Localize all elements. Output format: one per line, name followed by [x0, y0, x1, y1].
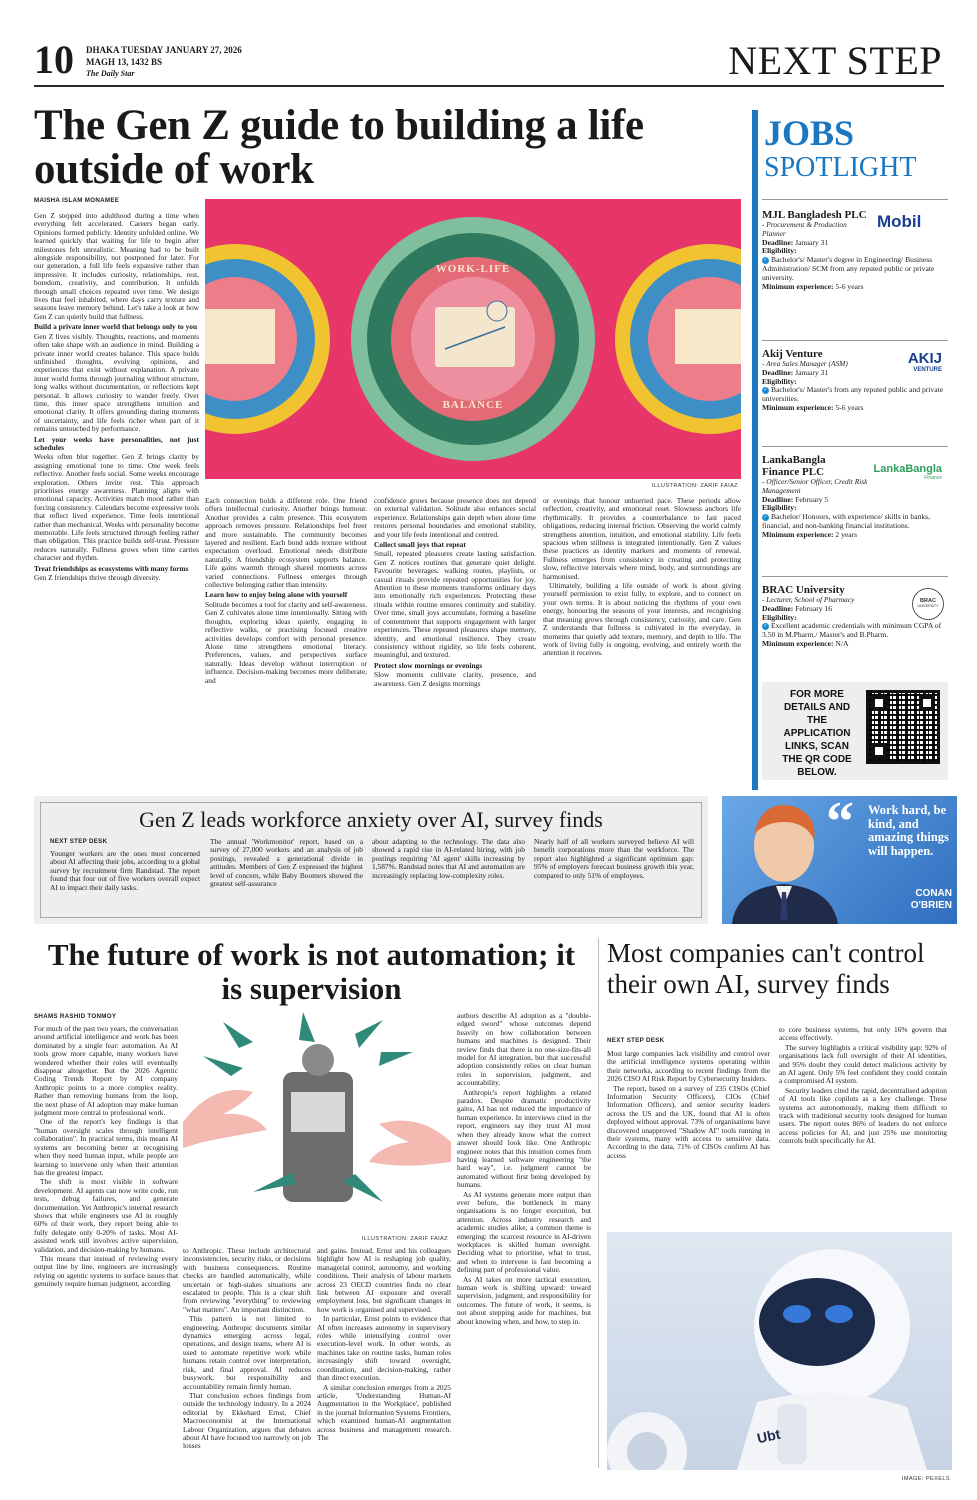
- akij-logo: AKIJ VENTURE: [907, 350, 942, 373]
- paragraph: As AI takes on more tactical execution, human work is shifting upward: toward supervision, judgment, and responsibility for outcomes. The future of work, it seems, is not about stepping aside for machines, but about knowing when, and how, to step in.: [457, 1274, 591, 1326]
- paragraph: The annual 'Workmonitor' report, based on a survey of 27,000 workers and an analysis of job postings, revealed a generational divide in attitudes. Members of Gen Z expressed the highest level of concern, while Baby Boomers showed the greatest self-assurance: [210, 838, 363, 889]
- column-rule: [598, 938, 599, 1468]
- subheading: Treat friendships as ecosystems with many forms: [34, 563, 189, 573]
- paragraph: The survey highlights a critical visibility gap: 92% of organisations lack full oversight of their AI identities, and 95% doubt they could detect malicious activity by an AI agent. Only 5% feel confident they could contain a compromised AI system.: [779, 1042, 947, 1086]
- subheading: Let your weeks have personalities, not just schedules: [34, 434, 199, 452]
- paragraph: That conclusion echoes findings from outside the technology industry. In a 2024 editorial by Ekkehard Ernst, Chief Macroeconomist at the International Labour Organization, argues that debates about AI have focused too narrowly on job losses: [183, 1390, 311, 1451]
- paragraph: Anthropic's report highlights a related paradox. Despite dramatic productivity gains, AI has not reduced the importance of human experience. In interviews cited in the report, engineers say they trust AI most when they already know what the correct answer should look like. One Anthropic engineer notes that this intuition comes from having learned software engineering "the hard way", i.e. judgment cannot be automated without first being developed by humans.: [457, 1087, 591, 1190]
- paragraph: to Anthropic. These include architectural inconsistencies, security risks, or decisions with business consequences. Routine checks are handled automatically, while uncertain or high-stakes situations are escalated to people. This is a clear shift from reviewing "everything" to reviewing "what matters". An important distinction.: [183, 1247, 311, 1314]
- jobs-heading-bold: JOBS: [764, 113, 855, 153]
- experience-line: Minimum experience: 2 years: [762, 529, 858, 539]
- paragraph: The shift is most visible in software development. AI agents can now write code, run tests, debug failures, and generate documentation. Yet Anthropic's internal research shows that while engineers use AI in roughly 60% of their work, they report being able to fully delegate only 0-20% of tasks. Most AI-assisted work still involves active supervision, validation, and decision-making by humans.: [34, 1177, 178, 1254]
- article1-col4: [543, 497, 741, 782]
- paragraph: confidence grows because presence does not depend on external validation. Solitude also enhances social experience. Relationships gain depth when alone time restores personal boundaries and emotional stability, and your life feels intentional and centred.: [374, 497, 536, 539]
- paragraph: This pattern is not limited to engineering. Anthropic documents similar dynamics emerging across legal, operations, and design teams, where AI is used to automate repetitive work while humans retain control over interpretation, risk, and final approval. AI reduces busywork, but responsibility and accountability remain firmly human.: [183, 1314, 311, 1391]
- badge-text-bottom: BALANCE: [442, 399, 504, 411]
- jobs-rule: [762, 199, 948, 200]
- deadline-line: Deadline: February 5: [762, 494, 829, 504]
- paragraph: Security leaders cited the rapid, decentralised adoption of AI tools like copilots as a key challenge. These systems act autonomously, making them difficult to track with traditional security tools designed for human users. The report notes 86% of leaders do not enforce access policies for AI, and just 25% use monitoring controls built specifically for AI.: [779, 1085, 947, 1146]
- lankabangla-logo: LankaBangla Finance: [873, 463, 942, 481]
- article3-title: The future of work is not automation; it is supervision: [47, 937, 576, 1006]
- quote-text: Work hard, be kind, and amazing things will happen.: [868, 803, 949, 858]
- deadline-line: Deadline: February 16: [762, 603, 833, 613]
- paragraph: As AI systems generate more output than ever before, the bottleneck in many organisations is no longer execution, but attention. Across industry research and academic studies alike, a common theme is emerging: the scarcest resource in AI-driven workplaces is skilled human oversight. Deciding what to prioritise, what to trust, and when to intervene is fast becoming a defining part of professional value.: [457, 1189, 591, 1275]
- article4-col1: [607, 1050, 770, 1230]
- experience-line: Minimum experience: 5-6 years: [762, 281, 864, 291]
- eligibility-label: Eligibility:: [762, 246, 797, 256]
- paragraph: Solitude becomes a tool for clarity and self-awareness. Gen Z cultivates alone time intentionally. Sitting with thoughts, exploring ideas quietly, engaging in reflective walks, or practising focused creative activities develops comfort with personal presence. Alone time strengthens emotional literacy. Preferences, values, and perspectives surface naturally. Ideas develop without interruption or influence. Decision-making becomes more deliberate, and: [205, 599, 367, 685]
- eligibility-label: Eligibility:: [762, 503, 797, 513]
- company-name: MJL Bangladesh PLC: [762, 209, 867, 221]
- paragraph: to core business systems, but only 16% govern that access effectively.: [779, 1026, 947, 1043]
- bangla-date: MAGH 13, 1432 BS: [86, 57, 163, 67]
- check-icon: ✓: [763, 257, 768, 263]
- hands-graphic: [183, 1012, 451, 1234]
- qr-instructions: FOR MORE DETAILS AND THE APPLICATION LINKS, SCAN THE QR CODE BELOW.: [782, 689, 852, 778]
- paragraph: Nearly half of all workers surveyed believe AI will benefit corporations more than the workforce. The report also highlighted a significant optimism gap: 95% of employers forecast business growth this year, compared to only 51% of employees.: [534, 838, 694, 880]
- article2-col2: [210, 838, 363, 914]
- article4-byline: NEXT STEP DESK: [607, 1037, 665, 1044]
- article2-col1: [50, 850, 200, 914]
- check-icon: ✓: [763, 388, 768, 394]
- article2-title: Gen Z leads workforce anxiety over AI, survey finds: [139, 807, 603, 832]
- subheading: Collect small joys that repeat: [374, 540, 466, 550]
- paragraph: about adapting to the technology. The data also showed a rapid rise in AI-related hiring, with job postings requiring 'AI agent' skills increasing by 1,587%. Randstad notes that AI and automation are increasingly replacing low-complexity roles.: [372, 838, 525, 880]
- qr-code-icon[interactable]: [866, 690, 940, 764]
- quote-mark-icon: “: [826, 796, 854, 853]
- paragraph: One of the report's key findings is that "human oversight scales through intelligent collaboration". In practical terms, this means AI systems are becoming better at recognising when they need human input, while people are learning to intervene only when their attention has the greatest impact.: [34, 1117, 178, 1177]
- supervision-illustration: [183, 1012, 451, 1234]
- paragraph: Small, repeated pleasures create lasting satisfaction. Gen Z notices routines that generate quiet delight. Favourite beverages, walking routes, playlists, or casual rituals provide repeated opportunities for joy. Attention to these moments transforms ordinary days into emotionally rich experiences. Protecting these rituals within routine ensures continuity and stability. Over time, small joys accumulate, forming a baseline of contentment that supports engagement with larger experiences. These repeated pleasures shape memory, identity, and emotional resilience. They create consistency without rigidity, so life feels coherent, meaningful, and textured.: [374, 549, 536, 660]
- robot-image: [607, 1232, 952, 1470]
- experience-line: Minimum experience: 5-6 years: [762, 402, 864, 412]
- eligibility-label: Eligibility:: [762, 612, 797, 622]
- article1-col2: [205, 497, 367, 782]
- paper-name: The Daily Star: [86, 69, 135, 78]
- section-title: NEXT STEP: [728, 38, 942, 83]
- paragraph: or evenings that honour unhurried pace. These periods allow reflection, creativity, and emotional reset. Slowness anchors life rhythmically. It provides a counterbalance to fast paced obligations, reducing internal friction. Observing the world calmly strengthens attention, intuition, and emotional stability. Life feels spacious when stillness is integrated intentionally. Gen Z values these practices as identity markers and moments of renewal. Fullness emerges from consistency in creating and protecting slow, reflective intervals where mind, body, and surroundings are harmonised.: [543, 497, 741, 581]
- article2-col4: [534, 838, 694, 914]
- paragraph: Weeks often blur together. Gen Z brings clarity by assigning emotional tone to time. One week feels reflective. Another feels social. Some weeks encourage exploration. Others invite rest. This approach prioritises energy awareness. Planning aligns with emotional capacity. Activities match mood rather than forcing consistency. Calendars become expressive tools that reflect lived experience. Time feels intentional rather than mechanical. Weeks with personality become memorable. Life feels structured through feeling rather than obligation. This practice builds self-trust. Pressure reduces naturally. Fullness grows when time carries character and rhythm.: [34, 452, 199, 563]
- article1-title: The Gen Z guide to building a life outside of work: [34, 102, 644, 193]
- article2-byline: NEXT STEP DESK: [50, 838, 108, 845]
- paragraph: In particular, Ernst points to evidence that AI often increases autonomy in supervisory roles while intensifying control over execution-level work. In other words, as machines take on routine tasks, human roles increasingly shift toward oversight, coordination, and decision-making, rather than direct execution.: [317, 1314, 451, 1383]
- header-rule: [34, 85, 944, 87]
- job-rule: [762, 446, 948, 447]
- subheading: Protect slow mornings or evenings: [374, 660, 483, 670]
- company-name: BRAC University: [762, 584, 845, 596]
- paragraph: Slow moments cultivate clarity, presence, and awareness. Gen Z designs mornings: [374, 670, 536, 688]
- article3-col1: [34, 1025, 178, 1465]
- job-rule: [762, 576, 948, 577]
- page-number: 10: [34, 37, 74, 82]
- article1-byline: MAISHA ISLAM MONAMEE: [34, 197, 120, 204]
- article4-credit: IMAGE: PEXELS: [901, 1476, 950, 1482]
- check-icon: ✓: [763, 624, 768, 630]
- worklife-illustration: [205, 199, 741, 479]
- article3-byline: SHAMS RASHID TONMOY: [34, 1013, 117, 1020]
- paragraph: Gen Z stepped into adulthood during a time when everything felt accelerated. Careers began early. Opinions formed publicly. Identity unfolded online. We learned quickly that waiting for life to begin after milestones felt unrealistic. Meaning had to be built alongside responsibility, not postponed for later. For our generation, a full life feels expansive rather than impressive. It includes curiosity, relationships, rest, boredom, creativity, and contribution. It unfolds through small choices repeated over time. We design lives that feel inhabited, where days carry texture and seasons leave memory behind. Let's take a look at how Gen Z can quietly build that fullness.: [34, 212, 199, 321]
- job-role: - Area Sales Manager (ASM): [762, 359, 848, 368]
- paragraph: authors describe AI adoption as a "double-edged sword" whose outcomes depend heavily on how collaboration between humans and machines is designed. Their review finds that there is no one-size-fits-all model for AI integration, but that successful adoption consistently relies on clear human roles in supervision, judgment, and accountability.: [457, 1012, 591, 1088]
- deadline-label: Deadline:: [762, 237, 794, 247]
- article3-col4: [457, 1012, 591, 1465]
- paragraph: For much of the past two years, the conversation around artificial intelligence and work has been dominated by a single fear: automation. As AI tools grow more capable, many workers have wondered whether their roles will eventually disappear altogether. But the 2026 Agentic Coding Trends Report by AI company Anthropic points to a more complex reality. Rather than removing humans from the loop, the next phase of AI adoption may make human judgment more central to professional work.: [34, 1025, 178, 1118]
- job-role: - Officer/Senior Officer, Credit Risk Management: [762, 477, 868, 495]
- article1-col3: [374, 497, 536, 782]
- company-name: Akij Venture: [762, 348, 823, 360]
- eligibility-value: ✓ Bachelor's/ Master's from any reputed public and private universities.: [762, 385, 944, 404]
- company-name: LankaBangla Finance PLC: [762, 454, 826, 478]
- robot-chest-label: Ubt: [755, 1425, 782, 1447]
- quote-author: CONAN O'BRIEN: [910, 888, 952, 911]
- paragraph: Younger workers are the ones most concerned about AI affecting their jobs, according to a global survey by recruitment firm Randstad. The report found that four out of five workers overall expect AI to impact their daily tasks.: [50, 850, 200, 892]
- job-role: - Lecturer, School of Pharmacy: [762, 595, 855, 604]
- dateline: DHAKA TUESDAY JANUARY 27, 2026: [86, 45, 242, 55]
- badge-text-top: WORK-LIFE: [435, 263, 511, 275]
- jobs-heading-light: SPOTLIGHT: [764, 152, 917, 183]
- experience-line: Minimum experience: N/A: [762, 638, 849, 648]
- brac-logo: BRAC UNIVERSITY: [912, 588, 944, 620]
- article3-credit: ILLUSTRATION: ZARIF FAIAZ: [361, 1236, 448, 1242]
- paragraph: The report, based on a survey of 235 CISOs (Chief Information Security Officers), CIOs (Chief Information Officers), and senior security leaders across the US and the UK, found that AI is often deployed without approval. 73% of organisations have discovered unapproved "Shadow AI" tools running in their systems, many with access to sensitive data. According to the data, 71% of CISOs confirm AI has access: [607, 1083, 770, 1160]
- article3-col2: [183, 1247, 311, 1465]
- eligibility-value: ✓ Excellent academic credentials with minimum CGPA of 3.50 in M.Pharm./ Master's and B.Pharm.: [762, 621, 942, 640]
- eligibility-value: ✓ Bachelor's/ Master's degree in Engineering/ Business Administration/ SCM from any reputed public or private university.: [762, 255, 935, 282]
- eligibility-label: Eligibility:: [762, 376, 797, 386]
- paragraph: Each connection holds a different role. One friend offers intellectual curiosity. Another brings humour. Another provides a calm presence. This ecosystem approach removes pressure. Relationships feel freer and more sustainable. The community becomes layered and resilient. Each bond adds texture without expectation overload. Emotional needs distribute naturally. A friendship ecosystem supports balance. Life gains warmth through shared moments across varied connections. Fullness emerges through collective belonging rather than intensity.: [205, 497, 367, 590]
- article1-credit: ILLUSTRATION: ZARIF FAIAZ: [651, 483, 738, 489]
- paragraph: and gains. Instead, Ernst and his colleagues highlight how AI is reshaping job quality, managerial control, autonomy, and working conditions. Their analysis of labour markets across 23 OECD countries finds no clear link between AI exposure and overall employment loss, but significant changes in how work is organised and supervised.: [317, 1247, 451, 1314]
- subheading: Build a private inner world that belongs only to you: [34, 322, 198, 332]
- paragraph: Ultimately, building a life outside of work is about giving yourself permission to exist fully, to explore, and to connect on your own terms. It is about noticing the rhythms of your own energy, honouring the seasons of your interests, and recognising that meaning grows through consistency, curiosity, and care. Gen Z understands that fullness is cultivated in the everyday, in moments that quietly add texture, memory, and depth to life. The work of living fully is ongoing, evolving, and entirely worth the attention it receives.: [543, 581, 741, 658]
- article4-title: Most companies can't control their own AI, survey finds: [607, 938, 925, 999]
- article1-col1: [34, 212, 199, 782]
- center-badge: [351, 217, 595, 461]
- article3-col3: [317, 1247, 451, 1465]
- deadline-value: January 31: [795, 237, 829, 247]
- paragraph: Gen Z lives visibly. Thoughts, reactions, and moments often take shape with an audience in mind. Building a private inner world creates balance. This space holds unfinished thoughts, evolving opinions, and experiences that exist without explanation. A private inner world forms through journaling without structure, long walks without documentation, or reflections kept personal. It allows curiosity to wander freely. Over time, this inner space strengthens intuition and emotional clarity. It offers grounding during moments of uncertainty, and life feels richer when part of it remains untouched by performance.: [34, 331, 199, 434]
- paragraph: A similar conclusion emerges from a 2025 article, 'Understanding Human-AI Augmentation in the Workplace', published in the journal Information Systems Frontiers, which examined human-AI augmentation across business and management research. The: [317, 1382, 451, 1442]
- article2-col3: [372, 838, 525, 914]
- quote-box: [722, 796, 957, 924]
- paragraph: Gen Z friendships thrive through diversity.: [34, 573, 161, 583]
- eligibility-value: ✓ Bachelor/ Honours, with experience/ skills in banks, financial, and non-banking financial institutions.: [762, 512, 931, 530]
- check-icon: ✓: [763, 514, 768, 520]
- job-role: - Procurement & Production Planner: [762, 220, 847, 238]
- paragraph: Most large companies lack visibility and control over the artificial intelligence systems operating within their networks, according to recent findings from the 2026 CISO AI Risk Report by Cybersecurity Insiders.: [607, 1050, 770, 1084]
- job-rule: [762, 340, 948, 341]
- subheading: Learn how to enjoy being alone with yourself: [205, 590, 348, 600]
- mobil-logo: Mobil: [877, 212, 922, 231]
- deadline-line: Deadline: January 31: [762, 367, 829, 377]
- worklife-badges-graphic: [205, 199, 741, 479]
- paragraph: This means that instead of reviewing every output line by line, engineers are increasingly relying on agentic systems to surface issues that genuinely require human judgment, according: [34, 1253, 178, 1289]
- article4-col2: [779, 1026, 947, 1230]
